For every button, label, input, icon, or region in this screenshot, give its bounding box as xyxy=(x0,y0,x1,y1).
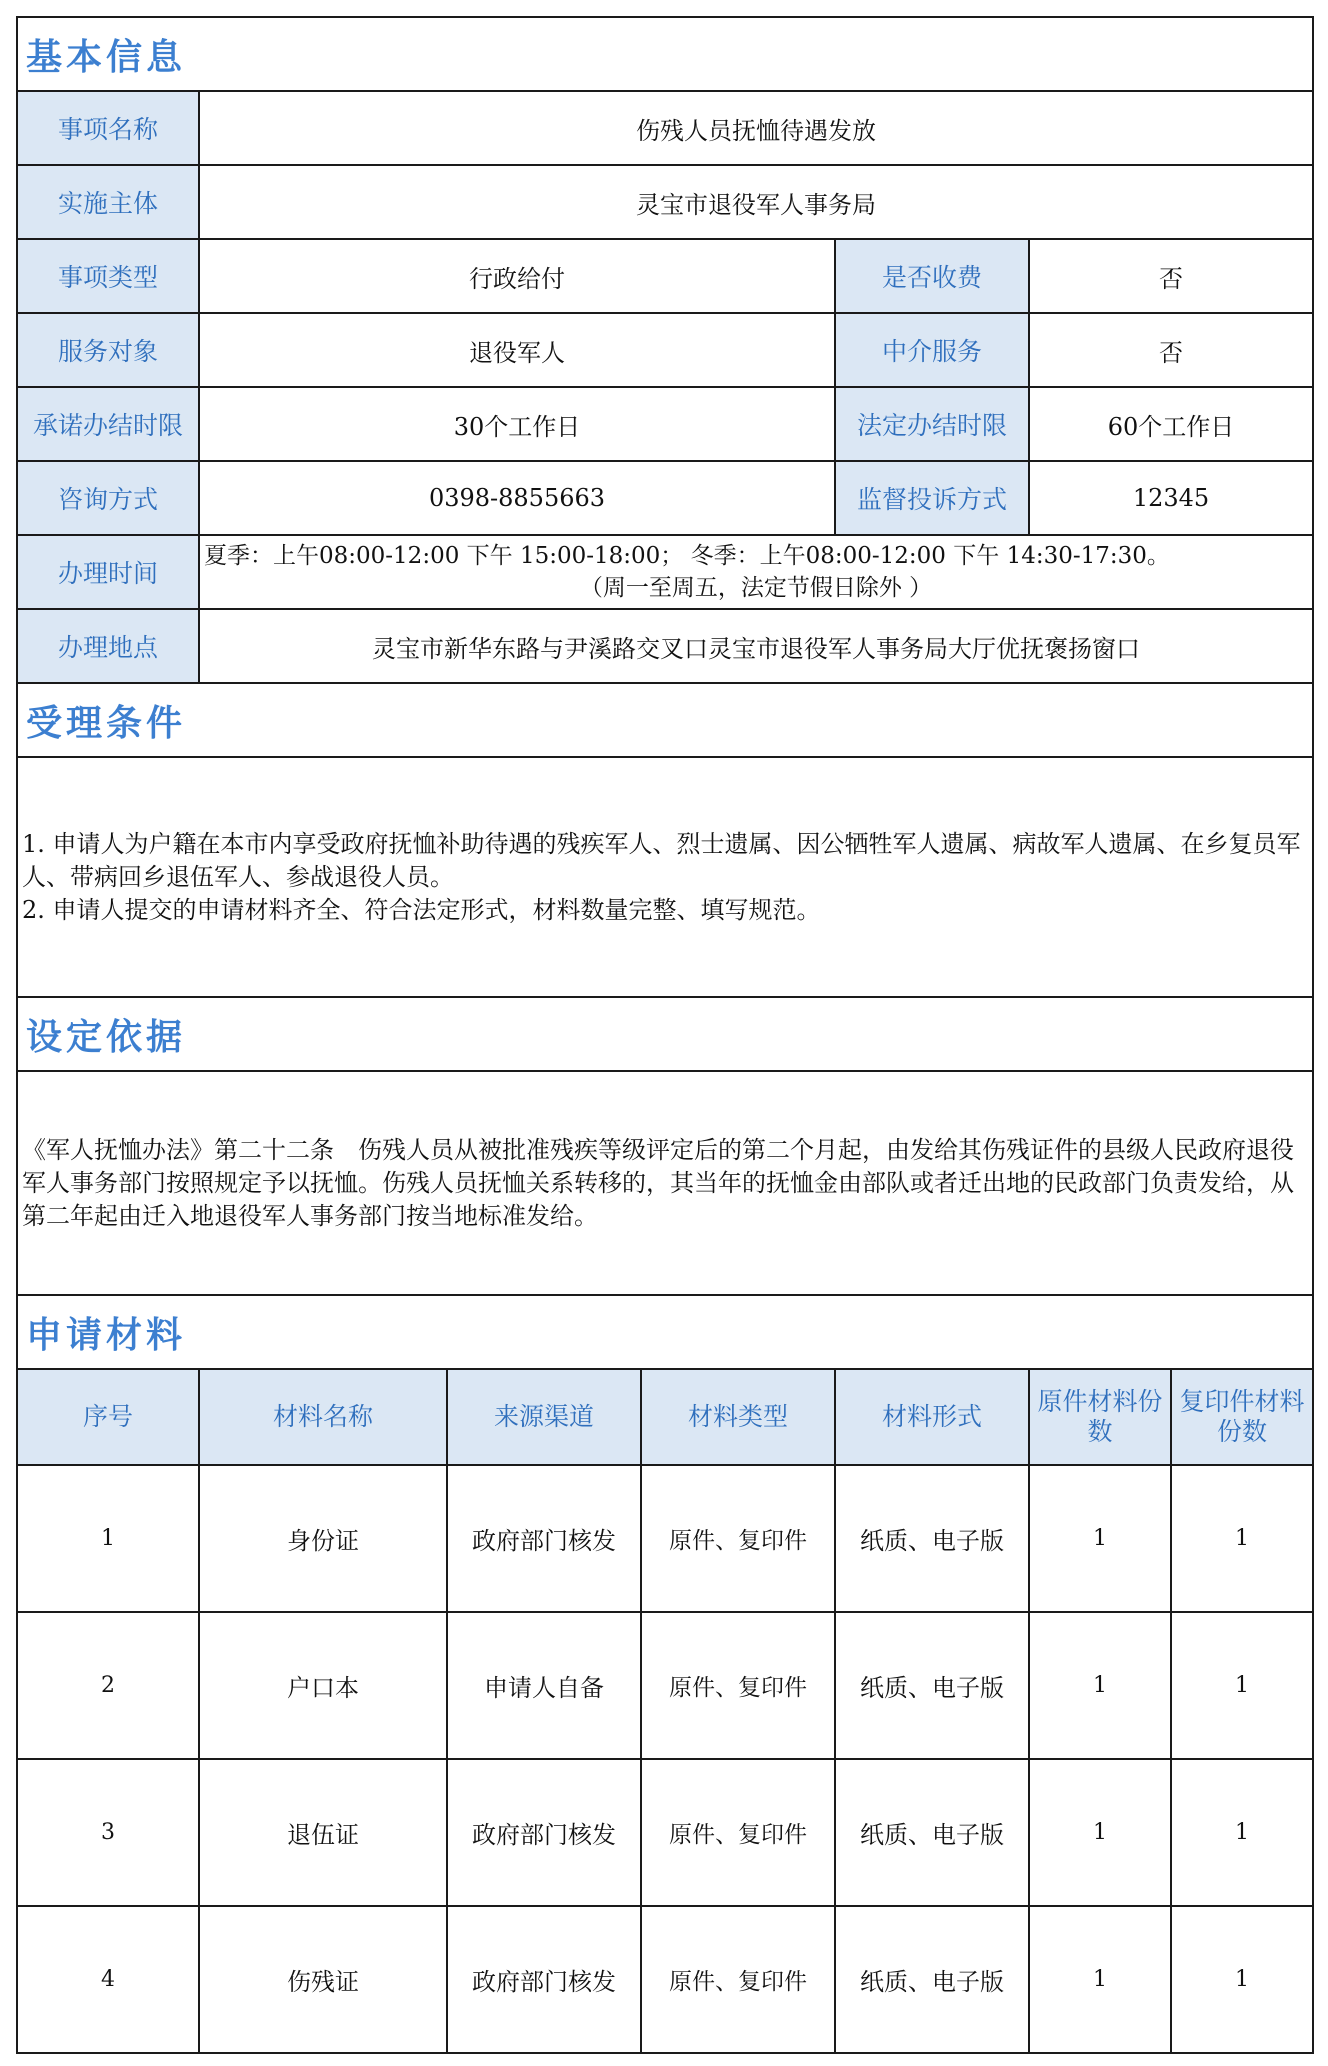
cell-material-form: 纸质、电子版 xyxy=(835,1612,1029,1759)
cell-material-name: 伤残证 xyxy=(199,1906,447,2053)
complaint-label: 监督投诉方式 xyxy=(835,461,1029,535)
cell-index: 2 xyxy=(17,1612,199,1759)
office-hours-value xyxy=(199,535,1313,609)
cell-material-form: 纸质、电子版 xyxy=(835,1465,1029,1612)
address-value: 灵宝市新华东路与尹溪路交叉口灵宝市退役军人事务局大厅优抚褒扬窗口 xyxy=(199,609,1313,683)
cell-material-type: 原件、复印件 xyxy=(641,1612,835,1759)
cell-original-count: 1 xyxy=(1029,1612,1171,1759)
service-guide-table xyxy=(16,16,1314,2054)
cell-copy-count: 1 xyxy=(1171,1906,1313,2053)
cell-copy-count: 1 xyxy=(1171,1612,1313,1759)
fee-value: 否 xyxy=(1029,239,1313,313)
condition-item: 2. 申请人提交的申请材料齐全、符合法定形式，材料数量完整、填写规范。 xyxy=(22,895,821,924)
cell-source: 政府部门核发 xyxy=(447,1906,641,2053)
cell-material-type: 原件、复印件 xyxy=(641,1906,835,2053)
cell-copy-count: 1 xyxy=(1171,1465,1313,1612)
item-name-value: 伤残人员抚恤待遇发放 xyxy=(199,91,1313,165)
promise-deadline-label: 承诺办结时限 xyxy=(17,387,199,461)
header-cell-original-count: 原件材料份数 xyxy=(1029,1369,1171,1465)
cell-index: 4 xyxy=(17,1906,199,2053)
header-cell-name: 材料名称 xyxy=(199,1369,447,1465)
conditions-text xyxy=(17,757,1313,997)
office-hours-line: 夏季：上午08:00-12:00 下午 15:00-18:00； 冬季：上午08:00-12:00 下午 14:30-17:30。 xyxy=(204,543,1170,569)
cell-material-type: 原件、复印件 xyxy=(641,1759,835,1906)
service-target-value: 退役军人 xyxy=(199,313,835,387)
fee-label: 是否收费 xyxy=(835,239,1029,313)
agency-service-label: 中介服务 xyxy=(835,313,1029,387)
cell-material-type: 原件、复印件 xyxy=(641,1465,835,1612)
cell-index: 3 xyxy=(17,1759,199,1906)
cell-material-form: 纸质、电子版 xyxy=(835,1759,1029,1906)
cell-material-name: 户口本 xyxy=(199,1612,447,1759)
header-cell-form: 材料形式 xyxy=(835,1369,1029,1465)
header-cell-type: 材料类型 xyxy=(641,1369,835,1465)
promise-deadline-value: 30个工作日 xyxy=(199,387,835,461)
cell-original-count: 1 xyxy=(1029,1906,1171,2053)
section-title-materials: 申请材料 xyxy=(17,1295,1313,1369)
materials-header-row xyxy=(17,1369,1313,1465)
consult-phone: 0398-8855663 xyxy=(199,461,835,535)
subject-label: 实施主体 xyxy=(17,165,199,239)
table-row xyxy=(17,1759,1313,1906)
cell-index: 1 xyxy=(17,1465,199,1612)
table-row xyxy=(17,1612,1313,1759)
header-cell-index: 序号 xyxy=(17,1369,199,1465)
cell-source: 政府部门核发 xyxy=(447,1465,641,1612)
legal-basis-paragraph: 《军人抚恤办法》第二十二条 伤残人员从被批准残疾等级评定后的第二个月起，由发给其伤残证件的县级人民政府退役军人事务部门按照规定予以抚恤。伤残人员抚恤关系转移的，其当年的抚恤金由部队或者迁出地的民政部门负责发给，从第二年起由迁入地退役军人事务部门按当地标准发给。 xyxy=(22,1135,1294,1230)
item-name-label: 事项名称 xyxy=(17,91,199,165)
table-row xyxy=(17,1906,1313,2053)
consult-label: 咨询方式 xyxy=(17,461,199,535)
service-target-label: 服务对象 xyxy=(17,313,199,387)
header-cell-source: 来源渠道 xyxy=(447,1369,641,1465)
cell-original-count: 1 xyxy=(1029,1465,1171,1612)
subject-value: 灵宝市退役军人事务局 xyxy=(199,165,1313,239)
cell-copy-count: 1 xyxy=(1171,1759,1313,1906)
address-label: 办理地点 xyxy=(17,609,199,683)
agency-service-value: 否 xyxy=(1029,313,1313,387)
office-hours-label: 办理时间 xyxy=(17,535,199,609)
cell-source: 申请人自备 xyxy=(447,1612,641,1759)
cell-material-form: 纸质、电子版 xyxy=(835,1906,1029,2053)
legal-deadline-label: 法定办结时限 xyxy=(835,387,1029,461)
item-type-label: 事项类型 xyxy=(17,239,199,313)
condition-item: 1. 申请人为户籍在本市内享受政府抚恤补助待遇的残疾军人、烈士遗属、因公牺牲军人遗属、病故军人遗属、在乡复员军人、带病回乡退伍军人、参战退役人员。 xyxy=(22,829,1301,891)
legal-basis-text xyxy=(17,1071,1313,1295)
section-title-basic-info: 基本信息 xyxy=(17,17,1313,91)
table-row xyxy=(17,1465,1313,1612)
cell-material-name: 退伍证 xyxy=(199,1759,447,1906)
section-title-legal-basis: 设定依据 xyxy=(17,997,1313,1071)
cell-original-count: 1 xyxy=(1029,1759,1171,1906)
office-hours-note: （周一至周五，法定节假日除外 ） xyxy=(579,575,933,601)
legal-deadline-value: 60个工作日 xyxy=(1029,387,1313,461)
header-cell-copy-count: 复印件材料份数 xyxy=(1171,1369,1313,1465)
section-title-conditions: 受理条件 xyxy=(17,683,1313,757)
complaint-phone: 12345 xyxy=(1029,461,1313,535)
item-type-value: 行政给付 xyxy=(199,239,835,313)
cell-material-name: 身份证 xyxy=(199,1465,447,1612)
cell-source: 政府部门核发 xyxy=(447,1759,641,1906)
